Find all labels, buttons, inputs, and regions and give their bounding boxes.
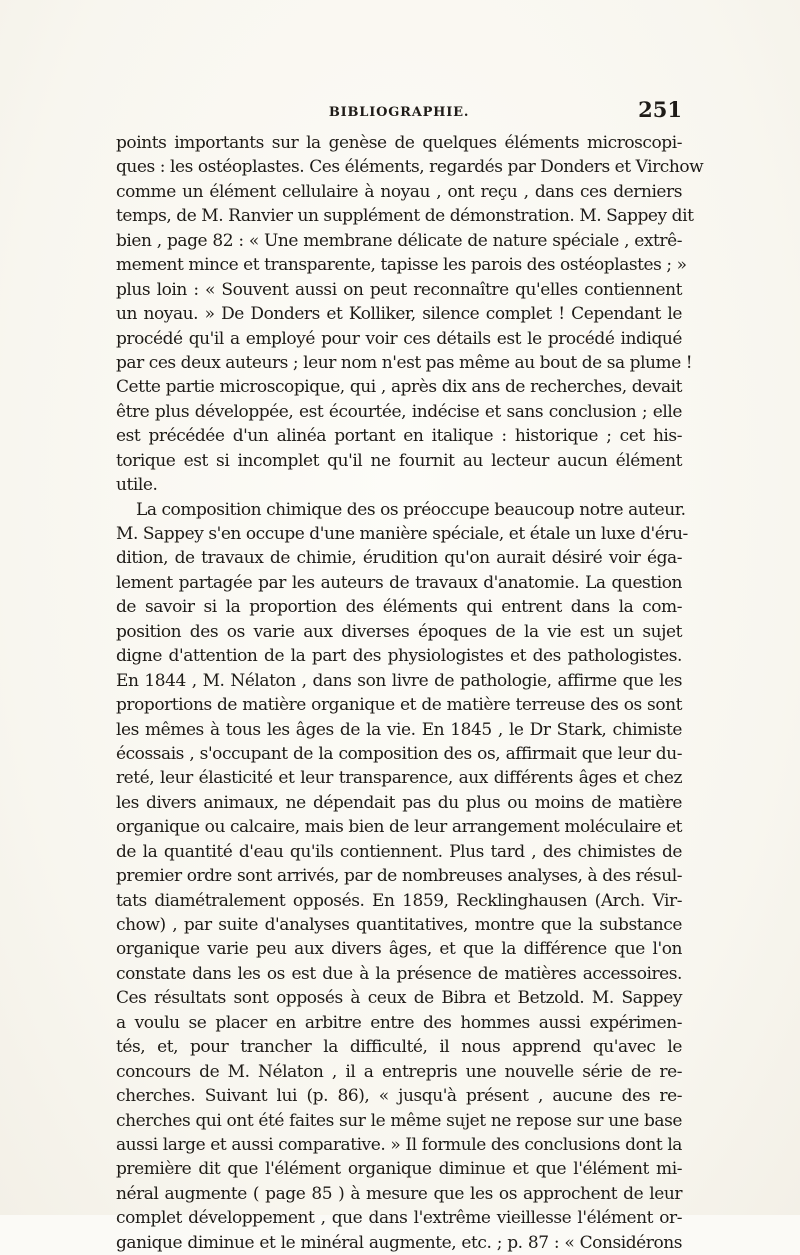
text-line: tés, et, pour trancher la difficulté, il nous apprend qu'avec le bbox=[116, 1037, 682, 1058]
text-line: mement mince et transparente, tapisse les parois des ostéoplastes ; » bbox=[116, 255, 687, 276]
text-line: ques : les ostéoplastes. Ces éléments, regardés par Donders et Virchow bbox=[116, 157, 704, 178]
text-line: tats diamétralement opposés. En 1859, Recklinghausen (Arch. Vir- bbox=[116, 890, 682, 911]
text-line: En 1844 , M. Nélaton , dans son livre de pathologie, affirme que les bbox=[116, 670, 682, 691]
text-line: chow) , par suite d'analyses quantitatives, montre que la substance bbox=[116, 915, 682, 935]
text-line: complet développement , que dans l'extrême vieillesse l'élément or- bbox=[116, 1208, 682, 1229]
text-line: cherches. Suivant lui (p. 86), « jusqu'à présent , aucune des re- bbox=[116, 1086, 682, 1107]
running-head bbox=[116, 97, 682, 127]
text-line: aussi large et aussi comparative. » Il formule des conclusions dont la bbox=[116, 1134, 682, 1155]
text-line: Cette partie microscopique, qui , après dix ans de recherches, devait bbox=[116, 377, 682, 398]
text-line: les divers animaux, ne dépendait pas du plus ou moins de matière bbox=[116, 792, 682, 813]
text-line: M. Sappey s'en occupe d'une manière spéciale, et étale un luxe d'éru- bbox=[116, 524, 688, 544]
text-line: organique ou calcaire, mais bien de leur arrangement moléculaire et bbox=[116, 817, 682, 838]
text-line: dition, de travaux de chimie, érudition qu'on aurait désiré voir éga- bbox=[116, 548, 682, 569]
text-line: est précédée d'un alinéa portant en italique : historique ; cet his- bbox=[116, 426, 682, 447]
text-line: constate dans les os est due à la présence de matières accessoires. bbox=[116, 963, 682, 984]
text-line: proportions de matière organique et de matière terreuse des os sont bbox=[116, 695, 682, 716]
running-title: BIBLIOGRAPHIE. bbox=[328, 105, 470, 120]
text-line: Ces résultats sont opposés à ceux de Bibra et Betzold. M. Sappey bbox=[116, 988, 682, 1009]
text-line: plus loin : « Souvent aussi on peut reconnaître qu'elles contiennent bbox=[116, 279, 682, 300]
text-line: points importants sur la genèse de quelques éléments microscopi- bbox=[116, 133, 682, 153]
text-line: cherches qui ont été faites sur le même sujet ne repose sur une base bbox=[116, 1110, 682, 1131]
text-line: organique varie peu aux divers âges, et que la différence que l'on bbox=[116, 939, 682, 960]
text-line: ganique diminue et le minéral augmente, etc. ; p. 87 : « Considérons bbox=[116, 1232, 682, 1253]
text-line: de savoir si la proportion des éléments qui entrent dans la com- bbox=[116, 597, 682, 618]
text-line: les mêmes à tous les âges de la vie. En 1845 , le Dr Stark, chimiste bbox=[116, 719, 682, 740]
text-line: digne d'attention de la part des physiologistes et des pathologistes. bbox=[116, 646, 682, 667]
text-line: comme un élément cellulaire à noyau , ont reçu , dans ces derniers bbox=[116, 181, 682, 202]
text-line: premier ordre sont arrivés, par de nombreuses analyses, à des résul- bbox=[116, 866, 682, 887]
text-line: par ces deux auteurs ; leur nom n'est pas même au bout de sa plume ! bbox=[116, 352, 693, 373]
text-line: position des os varie aux diverses époques de la vie est un sujet bbox=[116, 621, 682, 642]
page-number: 251 bbox=[638, 97, 682, 122]
text-line: néral augmente ( page 85 ) à mesure que les os approchent de leur bbox=[116, 1183, 682, 1204]
text-line: être plus développée, est écourtée, indécise et sans conclusion ; elle bbox=[116, 401, 682, 422]
text-line: temps, de M. Ranvier un supplément de démonstration. M. Sappey dit bbox=[116, 206, 694, 227]
text-line: de la quantité d'eau qu'ils contiennent. Plus tard , des chimistes de bbox=[116, 841, 682, 862]
text-line: écossais , s'occupant de la composition des os, affirmait que leur du- bbox=[116, 743, 682, 764]
text-line: torique est si incomplet qu'il ne fournit au lecteur aucun élément bbox=[116, 450, 682, 471]
text-line: lement partagée par les auteurs de travaux d'anatomie. La question bbox=[116, 572, 682, 593]
text-line: concours de M. Nélaton , il a entrepris une nouvelle série de re- bbox=[116, 1061, 682, 1082]
text-line: première dit que l'élément organique diminue et que l'élément mi- bbox=[116, 1159, 682, 1180]
text-line: bien , page 82 : « Une membrane délicate de nature spéciale , extrê- bbox=[116, 230, 682, 251]
text-line: un noyau. » De Donders et Kolliker, silence complet ! Cependant le bbox=[116, 304, 682, 325]
body-text bbox=[116, 131, 704, 1255]
text-line: reté, leur élasticité et leur transparence, aux différents âges et chez bbox=[116, 768, 682, 789]
text-line: procédé qu'il a employé pour voir ces détails est le procédé indiqué bbox=[116, 328, 682, 349]
text-line: a voulu se placer en arbitre entre des hommes aussi expérimen- bbox=[116, 1012, 682, 1033]
text-line: utile. bbox=[116, 475, 158, 496]
text-line: La composition chimique des os préoccupe beaucoup notre auteur. bbox=[136, 499, 686, 520]
